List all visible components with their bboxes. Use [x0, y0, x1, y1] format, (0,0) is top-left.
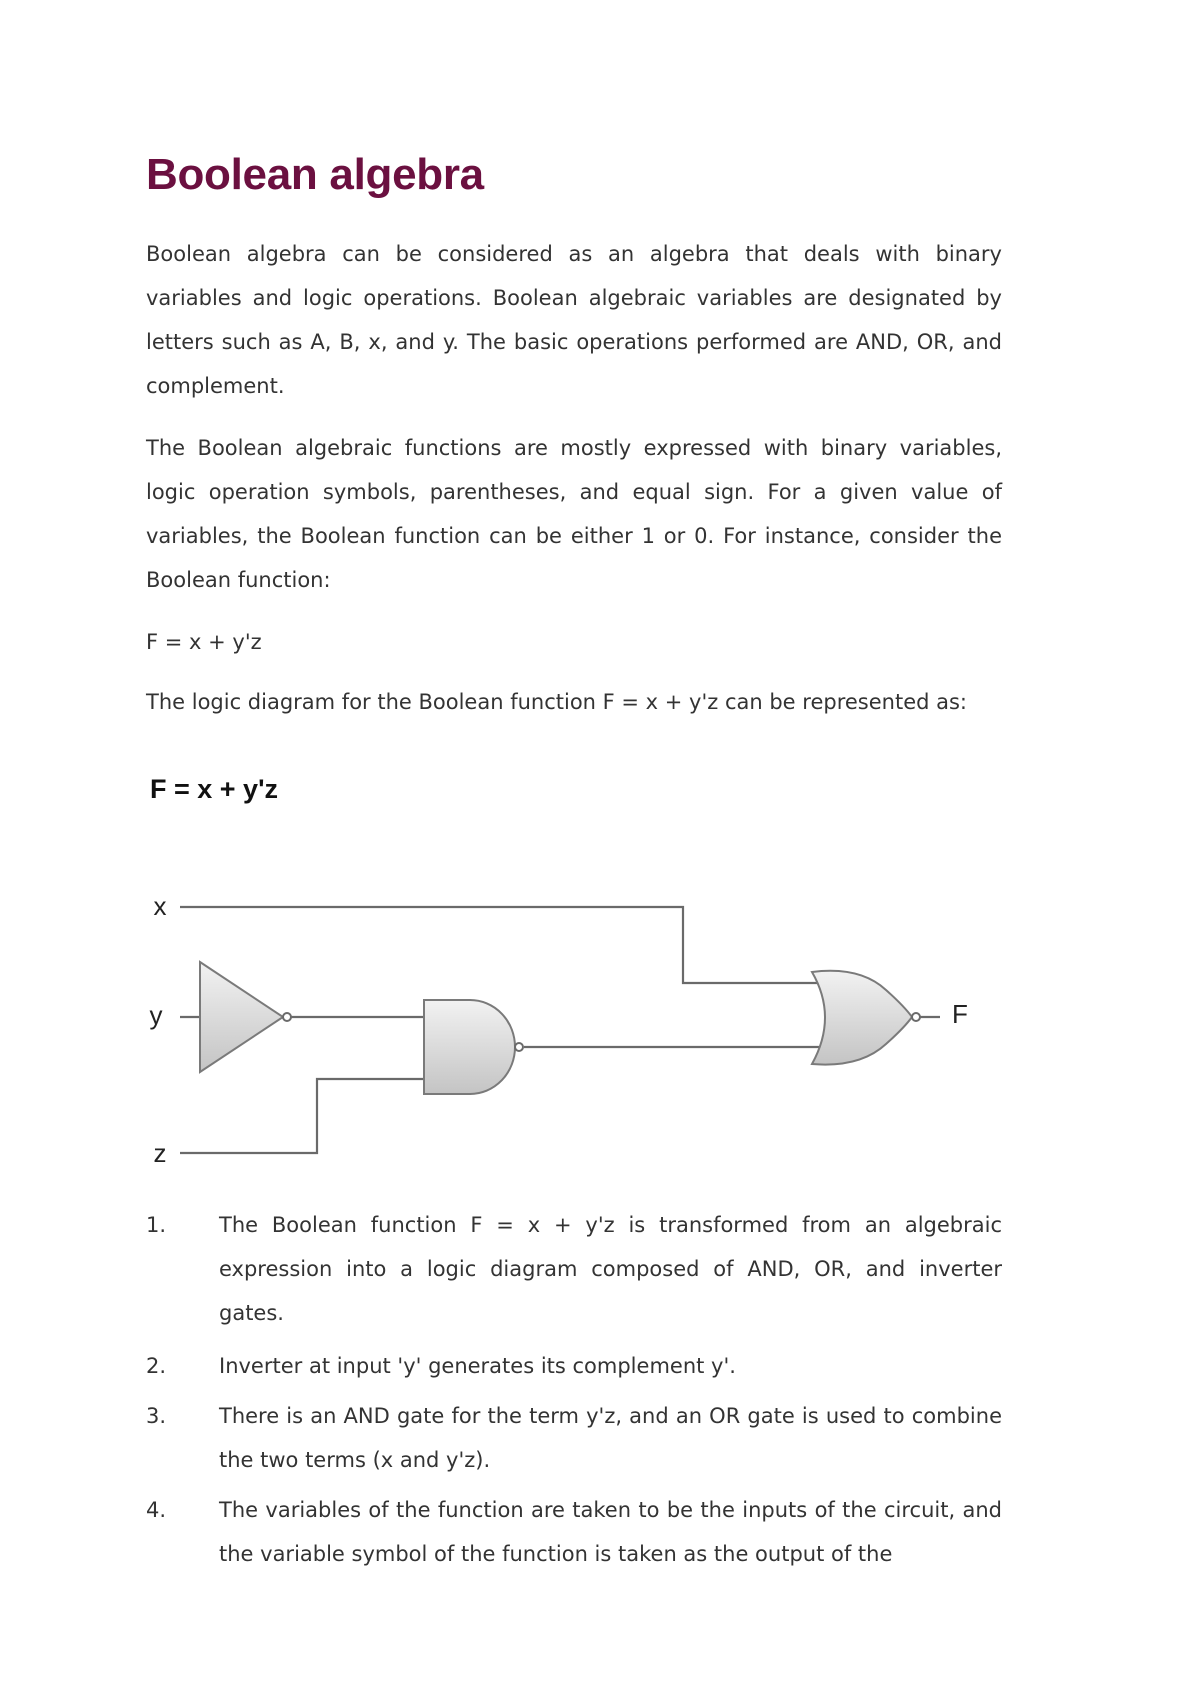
list-text: Inverter at input 'y' generates its complement y'.	[219, 1354, 736, 1378]
intro-paragraph: Boolean algebra can be considered as an algebra that deals with binary variables and logic operations. Boolean algebraic variables are designated by letters such as A, B, x, and y. The basic operations performed are AND, OR, and complement.	[146, 242, 1002, 398]
list-number: 1.	[146, 1213, 167, 1237]
list-number: 2.	[146, 1354, 167, 1378]
or-gate	[812, 971, 920, 1065]
not-gate	[200, 962, 291, 1072]
diagram-intro-paragraph: The logic diagram for the Boolean function F = x + y'z can be represented as:	[146, 690, 968, 714]
list-text: The Boolean function F = x + y'z is transformed from an algebraic expression into a logic diagram composed of AND, OR, and inverter gates.	[219, 1213, 1002, 1325]
output-label-f: F	[952, 999, 968, 1029]
list-number: 3.	[146, 1404, 167, 1428]
functions-paragraph: The Boolean algebraic functions are mostly expressed with binary variables, logic operation symbols, parentheses, and equal sign. For a given value of variables, the Boolean function can be either 1 or 0. For instance, consider the Boolean function:	[146, 436, 1002, 592]
and-gate	[424, 1000, 523, 1094]
input-label-y: y	[149, 1000, 163, 1030]
list-number: 4.	[146, 1498, 167, 1522]
list-text: The variables of the function are taken to be the inputs of the circuit, and the variable symbol of the function is taken as the output of the	[219, 1498, 1002, 1566]
diagram-title: F = x + y'z	[150, 774, 278, 804]
page-title: Boolean algebra	[146, 150, 484, 199]
wire-x	[180, 907, 820, 983]
input-label-x: x	[153, 891, 167, 921]
list-text: There is an AND gate for the term y'z, and an OR gate is used to combine the two terms (x and y'z).	[219, 1404, 1002, 1472]
wire-z	[180, 1079, 424, 1153]
equation-line: F = x + y'z	[146, 630, 262, 654]
input-label-z: z	[153, 1138, 167, 1168]
